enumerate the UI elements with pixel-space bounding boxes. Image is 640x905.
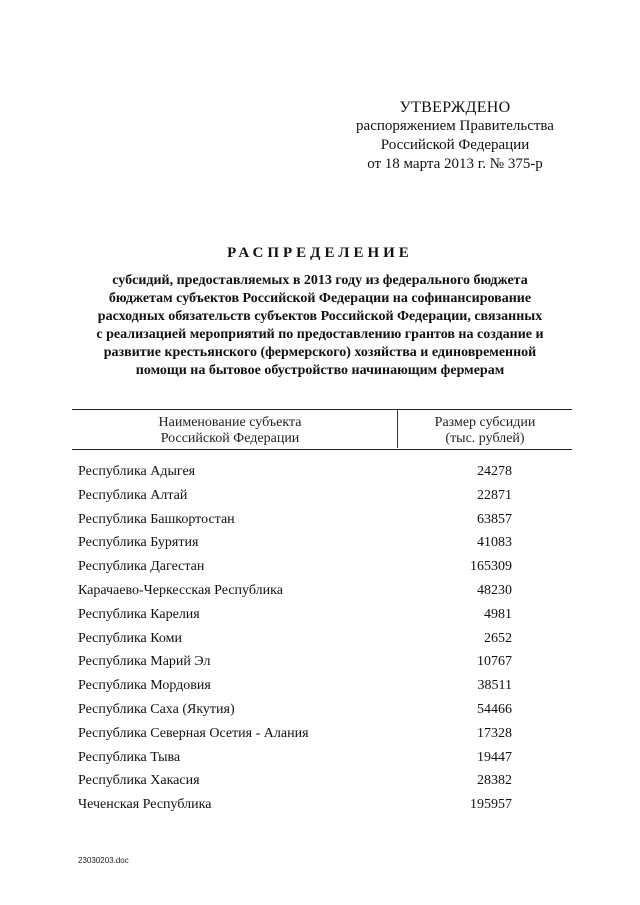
subtitle-line: бюджетам субъектов Российской Федерации на софинансирование — [108, 291, 532, 306]
table-row — [0, 627, 640, 651]
approval-line-2: Российской Федерации — [380, 137, 530, 153]
subsidy-value: 54466 — [477, 701, 512, 717]
header-name-line-1: Наименование субъекта — [158, 415, 302, 430]
subsidy-value: 2652 — [484, 630, 512, 646]
region-name: Республика Алтай — [78, 487, 188, 503]
table-row — [0, 698, 640, 722]
approval-block — [340, 98, 570, 174]
region-name: Республика Адыгея — [78, 464, 196, 479]
approval-stamp: УТВЕРЖДЕНО — [399, 99, 511, 116]
subsidy-value: 19447 — [477, 749, 512, 765]
subsidy-value: 38511 — [477, 678, 512, 694]
table-row — [0, 531, 640, 555]
header-size-line-1: Размер субсидии — [434, 415, 536, 430]
table-row — [0, 793, 640, 817]
approval-line-1: распоряжением Правительства — [356, 118, 554, 134]
table-row — [0, 674, 640, 698]
subsidy-value: 165309 — [470, 559, 512, 575]
table-row — [0, 722, 640, 746]
subtitle-line: субсидий, предоставляемых в 2013 году из федерального бюджета — [112, 273, 528, 288]
region-name: Карачаево-Черкесская Республика — [78, 582, 283, 598]
region-name: Республика Бурятия — [78, 535, 199, 551]
region-name: Республика Северная Осетия - Алания — [78, 725, 309, 741]
subtitle-line: с реализацией мероприятий по предоставлению грантов на создание и — [96, 327, 544, 342]
region-name: Республика Саха (Якутия) — [78, 701, 235, 717]
table-header-name — [110, 415, 350, 447]
region-name: Республика Мордовия — [78, 678, 211, 694]
region-name: Республика Башкортостан — [78, 511, 235, 527]
document-title: РАСПРЕДЕЛЕНИЕ — [227, 245, 413, 261]
subsidy-value: 28382 — [477, 773, 512, 789]
region-name: Республика Тыва — [78, 749, 181, 765]
subsidy-value: 63857 — [477, 511, 512, 527]
subtitle-line: помощи на бытовое обустройство начинающим фермерам — [135, 363, 505, 378]
header-size-line-2: (тыс. рублей) — [445, 431, 525, 446]
approval-line-3: от 18 марта 2013 г. № 375-р — [367, 156, 543, 172]
region-name: Республика Карелия — [78, 606, 200, 622]
table-row — [0, 650, 640, 674]
header-name-line-2: Российской Федерации — [160, 431, 300, 446]
table-row — [0, 508, 640, 532]
table-header-size — [400, 415, 570, 447]
table-column-divider — [397, 410, 398, 448]
document-subtitle — [70, 272, 570, 380]
table-row — [0, 555, 640, 579]
subsidy-value: 24278 — [477, 464, 512, 479]
file-code: 23030203.doc — [78, 856, 129, 865]
table-row — [0, 460, 640, 484]
subsidy-value: 22871 — [477, 487, 512, 503]
subsidy-value: 17328 — [477, 725, 512, 741]
table-row — [0, 484, 640, 508]
subsidy-value: 4981 — [484, 606, 512, 622]
table-top-rule — [72, 409, 572, 410]
region-name: Республика Коми — [78, 630, 182, 646]
table-row — [0, 746, 640, 770]
table-header-rule — [72, 449, 572, 450]
subsidy-value: 41083 — [477, 535, 512, 551]
table-row — [0, 579, 640, 603]
subtitle-line: развитие крестьянского (фермерского) хозяйства и единовременной — [103, 345, 537, 360]
subtitle-line: расходных обязательств субъектов Российской Федерации, связанных — [97, 309, 543, 324]
table-row — [0, 769, 640, 793]
subsidy-value: 10767 — [477, 654, 512, 670]
region-name: Республика Дагестан — [78, 559, 205, 575]
subsidy-value: 195957 — [470, 797, 512, 813]
region-name: Чеченская Республика — [78, 797, 212, 813]
table-row — [0, 603, 640, 627]
subsidy-value: 48230 — [477, 582, 512, 598]
subsidy-table-body — [0, 460, 640, 817]
region-name: Республика Марий Эл — [78, 654, 211, 670]
region-name: Республика Хакасия — [78, 773, 200, 789]
